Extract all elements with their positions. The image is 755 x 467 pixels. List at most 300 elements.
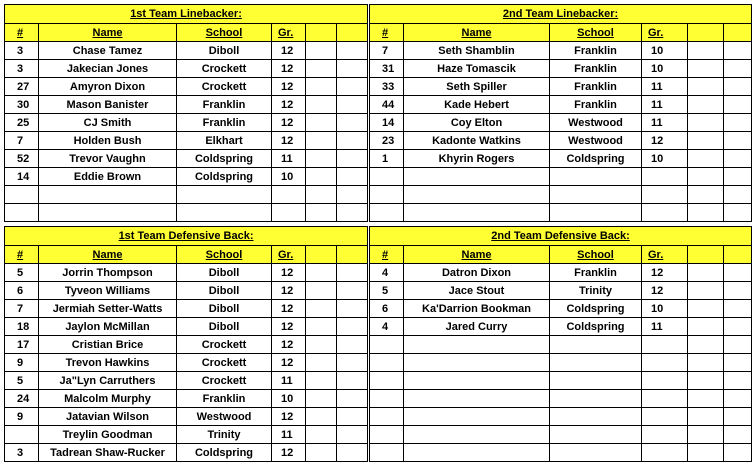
header-blank <box>688 246 724 264</box>
table-row <box>370 78 752 96</box>
header-grade: Gr. <box>642 24 688 42</box>
section-table-2 <box>369 4 751 222</box>
blank-cell <box>724 132 752 150</box>
blank-cell <box>724 60 752 78</box>
player-name <box>404 168 550 186</box>
player-name <box>404 186 550 204</box>
blank-cell <box>306 78 337 96</box>
player-school: Westwood <box>550 114 642 132</box>
table-row <box>5 132 368 150</box>
blank-cell <box>724 354 752 372</box>
player-name: Haze Tomascik <box>404 60 550 78</box>
roster-table <box>4 226 368 462</box>
player-grade: 12 <box>272 336 306 354</box>
player-number: 14 <box>5 168 39 186</box>
player-school: Franklin <box>550 78 642 96</box>
table-row <box>5 114 368 132</box>
table-row <box>5 408 368 426</box>
blank-cell <box>724 318 752 336</box>
table-row <box>5 300 368 318</box>
player-number: 6 <box>370 300 404 318</box>
player-grade: 11 <box>642 78 688 96</box>
player-number: 23 <box>370 132 404 150</box>
table-row <box>370 60 752 78</box>
section-title: 2nd Team Defensive Back: <box>370 227 752 246</box>
blank-cell <box>306 168 337 186</box>
blank-cell <box>724 204 752 222</box>
player-name: Amyron Dixon <box>39 78 177 96</box>
blank-cell <box>724 336 752 354</box>
blank-cell <box>306 336 337 354</box>
player-grade: 11 <box>272 426 306 444</box>
player-name: Kade Hebert <box>404 96 550 114</box>
table-row <box>5 390 368 408</box>
player-number: 31 <box>370 60 404 78</box>
table-row <box>370 150 752 168</box>
player-number: 7 <box>370 42 404 60</box>
player-number: 18 <box>5 318 39 336</box>
player-name <box>404 354 550 372</box>
blank-cell <box>688 168 724 186</box>
player-name <box>404 426 550 444</box>
table-row <box>370 444 752 462</box>
blank-cell <box>688 408 724 426</box>
section-title-row <box>5 5 368 24</box>
blank-cell <box>688 42 724 60</box>
player-school <box>177 186 272 204</box>
player-school: Coldspring <box>177 444 272 462</box>
table-row <box>370 264 752 282</box>
table-row <box>5 150 368 168</box>
player-grade: 12 <box>272 132 306 150</box>
player-number: 3 <box>5 60 39 78</box>
column-header-row <box>5 24 368 42</box>
blank-cell <box>306 114 337 132</box>
player-number: 4 <box>370 318 404 336</box>
header-name: Name <box>39 24 177 42</box>
header-blank <box>337 246 368 264</box>
player-name <box>404 444 550 462</box>
player-number <box>370 336 404 354</box>
player-grade: 11 <box>642 114 688 132</box>
player-school: Franklin <box>550 264 642 282</box>
player-grade: 12 <box>272 114 306 132</box>
player-number <box>370 408 404 426</box>
player-grade: 10 <box>642 60 688 78</box>
section-title: 2nd Team Linebacker: <box>370 5 752 24</box>
player-grade <box>642 336 688 354</box>
player-school <box>550 426 642 444</box>
player-school <box>550 444 642 462</box>
header-blank <box>724 24 752 42</box>
player-school: Westwood <box>550 132 642 150</box>
player-number <box>370 390 404 408</box>
table-row <box>5 60 368 78</box>
blank-cell <box>688 96 724 114</box>
table-row <box>5 96 368 114</box>
player-number: 5 <box>5 372 39 390</box>
player-grade: 12 <box>272 282 306 300</box>
blank-cell <box>337 132 368 150</box>
player-name: Malcolm Murphy <box>39 390 177 408</box>
player-school <box>550 390 642 408</box>
blank-cell <box>337 390 368 408</box>
table-row <box>5 336 368 354</box>
player-grade: 11 <box>272 150 306 168</box>
blank-cell <box>337 42 368 60</box>
player-name: Khyrin Rogers <box>404 150 550 168</box>
player-grade: 12 <box>642 132 688 150</box>
table-row <box>370 114 752 132</box>
player-grade <box>642 186 688 204</box>
blank-cell <box>724 426 752 444</box>
blank-cell <box>688 354 724 372</box>
roster-table <box>369 226 752 462</box>
player-grade: 12 <box>272 42 306 60</box>
header-blank <box>337 24 368 42</box>
player-grade: 12 <box>272 354 306 372</box>
player-name: Jorrin Thompson <box>39 264 177 282</box>
table-row <box>370 426 752 444</box>
player-grade: 10 <box>642 300 688 318</box>
player-name: Holden Bush <box>39 132 177 150</box>
player-grade: 11 <box>272 372 306 390</box>
player-grade: 12 <box>272 300 306 318</box>
player-school: Diboll <box>177 264 272 282</box>
blank-cell <box>688 78 724 96</box>
player-grade <box>642 204 688 222</box>
player-school: Diboll <box>177 282 272 300</box>
player-number: 14 <box>370 114 404 132</box>
blank-cell <box>688 372 724 390</box>
table-row <box>5 426 368 444</box>
player-name <box>39 204 177 222</box>
table-row <box>5 168 368 186</box>
player-number: 24 <box>5 390 39 408</box>
player-school: Diboll <box>177 42 272 60</box>
player-school: Trinity <box>177 426 272 444</box>
blank-cell <box>337 168 368 186</box>
player-grade: 11 <box>642 96 688 114</box>
player-school: Franklin <box>177 114 272 132</box>
table-row <box>5 372 368 390</box>
player-number <box>370 204 404 222</box>
player-number: 7 <box>5 132 39 150</box>
blank-cell <box>337 354 368 372</box>
player-school <box>550 408 642 426</box>
blank-cell <box>724 168 752 186</box>
player-school <box>550 186 642 204</box>
player-grade: 10 <box>642 150 688 168</box>
section-table-1 <box>4 4 367 222</box>
blank-cell <box>306 96 337 114</box>
player-school: Diboll <box>177 300 272 318</box>
player-grade: 12 <box>272 444 306 462</box>
blank-cell <box>306 390 337 408</box>
player-grade <box>642 354 688 372</box>
column-header-row <box>370 246 752 264</box>
player-grade <box>642 444 688 462</box>
player-school: Franklin <box>177 390 272 408</box>
blank-cell <box>688 282 724 300</box>
blank-cell <box>688 390 724 408</box>
blank-cell <box>688 186 724 204</box>
player-number <box>370 372 404 390</box>
blank-cell <box>724 300 752 318</box>
section-title-row <box>5 227 368 246</box>
player-number: 5 <box>370 282 404 300</box>
roster-table <box>369 4 752 222</box>
player-school: Coldspring <box>550 318 642 336</box>
blank-cell <box>337 336 368 354</box>
blank-cell <box>337 96 368 114</box>
player-grade <box>642 408 688 426</box>
header-number: # <box>5 246 39 264</box>
header-number: # <box>5 24 39 42</box>
player-name: Tyveon Williams <box>39 282 177 300</box>
column-header-row <box>370 24 752 42</box>
table-row <box>370 300 752 318</box>
section-title-row <box>370 227 752 246</box>
blank-cell <box>306 186 337 204</box>
player-school: Westwood <box>177 408 272 426</box>
player-name: Jared Curry <box>404 318 550 336</box>
table-row <box>370 336 752 354</box>
player-grade: 12 <box>272 78 306 96</box>
section-title: 1st Team Defensive Back: <box>5 227 368 246</box>
player-name: Trevor Vaughn <box>39 150 177 168</box>
player-name <box>404 204 550 222</box>
player-school <box>550 372 642 390</box>
blank-cell <box>337 372 368 390</box>
player-number <box>370 186 404 204</box>
table-row <box>370 168 752 186</box>
blank-cell <box>688 150 724 168</box>
player-school: Trinity <box>550 282 642 300</box>
player-school: Crockett <box>177 354 272 372</box>
blank-cell <box>337 204 368 222</box>
table-row <box>5 444 368 462</box>
player-name: Chase Tamez <box>39 42 177 60</box>
player-grade <box>642 372 688 390</box>
player-school: Coldspring <box>550 150 642 168</box>
blank-cell <box>724 114 752 132</box>
blank-cell <box>337 78 368 96</box>
table-row <box>5 354 368 372</box>
player-school: Franklin <box>177 96 272 114</box>
player-name: Trevon Hawkins <box>39 354 177 372</box>
player-grade: 12 <box>642 264 688 282</box>
player-school: Franklin <box>550 96 642 114</box>
player-name: Seth Spiller <box>404 78 550 96</box>
player-grade: 12 <box>642 282 688 300</box>
player-number: 5 <box>5 264 39 282</box>
table-row <box>370 390 752 408</box>
player-grade: 12 <box>272 60 306 78</box>
blank-cell <box>306 60 337 78</box>
blank-cell <box>688 426 724 444</box>
player-number: 6 <box>5 282 39 300</box>
player-number: 4 <box>370 264 404 282</box>
blank-cell <box>724 150 752 168</box>
table-row <box>370 408 752 426</box>
player-name <box>404 372 550 390</box>
player-grade <box>272 204 306 222</box>
header-grade: Gr. <box>272 246 306 264</box>
player-grade: 12 <box>272 318 306 336</box>
table-row <box>5 186 368 204</box>
player-name: Cristian Brice <box>39 336 177 354</box>
section-table-4 <box>369 226 751 462</box>
player-name: Kadonte Watkins <box>404 132 550 150</box>
player-name: Tadrean Shaw-Rucker <box>39 444 177 462</box>
header-school: School <box>550 24 642 42</box>
player-school: Crockett <box>177 372 272 390</box>
blank-cell <box>337 282 368 300</box>
blank-cell <box>688 114 724 132</box>
player-grade: 10 <box>642 42 688 60</box>
player-school: Coldspring <box>177 168 272 186</box>
blank-cell <box>306 372 337 390</box>
player-number: 30 <box>5 96 39 114</box>
player-number: 27 <box>5 78 39 96</box>
player-school <box>550 168 642 186</box>
blank-cell <box>337 264 368 282</box>
player-number: 3 <box>5 444 39 462</box>
player-number <box>5 204 39 222</box>
header-number: # <box>370 246 404 264</box>
player-name <box>39 186 177 204</box>
blank-cell <box>337 408 368 426</box>
header-number: # <box>370 24 404 42</box>
player-school: Franklin <box>550 60 642 78</box>
blank-cell <box>337 150 368 168</box>
player-grade <box>642 390 688 408</box>
player-name: Ja"Lyn Carruthers <box>39 372 177 390</box>
player-name: CJ Smith <box>39 114 177 132</box>
player-name: Coy Elton <box>404 114 550 132</box>
blank-cell <box>688 300 724 318</box>
player-grade: 10 <box>272 168 306 186</box>
player-number: 33 <box>370 78 404 96</box>
header-grade: Gr. <box>272 24 306 42</box>
player-school: Franklin <box>550 42 642 60</box>
player-school: Crockett <box>177 60 272 78</box>
table-row <box>370 204 752 222</box>
blank-cell <box>688 204 724 222</box>
player-school <box>550 354 642 372</box>
player-number <box>370 168 404 186</box>
table-row <box>370 42 752 60</box>
header-grade: Gr. <box>642 246 688 264</box>
header-blank <box>306 24 337 42</box>
column-header-row <box>5 246 368 264</box>
blank-cell <box>337 444 368 462</box>
player-name: Jakecian Jones <box>39 60 177 78</box>
player-school: Diboll <box>177 318 272 336</box>
player-school: Coldspring <box>177 150 272 168</box>
header-blank <box>724 246 752 264</box>
player-grade: 11 <box>642 318 688 336</box>
player-name <box>404 408 550 426</box>
player-name: Mason Banister <box>39 96 177 114</box>
player-school <box>177 204 272 222</box>
player-number: 25 <box>5 114 39 132</box>
table-row <box>370 372 752 390</box>
blank-cell <box>688 60 724 78</box>
player-name: Jace Stout <box>404 282 550 300</box>
section-table-3 <box>4 226 367 462</box>
blank-cell <box>724 408 752 426</box>
blank-cell <box>306 282 337 300</box>
blank-cell <box>306 354 337 372</box>
blank-cell <box>724 96 752 114</box>
player-grade: 12 <box>272 96 306 114</box>
blank-cell <box>724 264 752 282</box>
player-number <box>370 426 404 444</box>
player-name: Jaylon McMillan <box>39 318 177 336</box>
table-row <box>5 204 368 222</box>
table-row <box>5 318 368 336</box>
player-number <box>370 444 404 462</box>
header-school: School <box>177 246 272 264</box>
header-name: Name <box>404 246 550 264</box>
player-name: Seth Shamblin <box>404 42 550 60</box>
blank-cell <box>306 300 337 318</box>
blank-cell <box>337 114 368 132</box>
blank-cell <box>306 264 337 282</box>
header-blank <box>306 246 337 264</box>
table-row <box>5 264 368 282</box>
table-row <box>5 42 368 60</box>
player-number <box>370 354 404 372</box>
blank-cell <box>688 264 724 282</box>
header-school: School <box>550 246 642 264</box>
blank-cell <box>306 150 337 168</box>
player-name: Datron Dixon <box>404 264 550 282</box>
player-grade <box>272 186 306 204</box>
blank-cell <box>306 444 337 462</box>
player-school: Elkhart <box>177 132 272 150</box>
blank-cell <box>306 204 337 222</box>
player-name <box>404 336 550 354</box>
player-school: Coldspring <box>550 300 642 318</box>
blank-cell <box>306 426 337 444</box>
blank-cell <box>724 282 752 300</box>
player-grade: 12 <box>272 264 306 282</box>
blank-cell <box>688 132 724 150</box>
player-number: 7 <box>5 300 39 318</box>
player-school <box>550 336 642 354</box>
player-name <box>404 390 550 408</box>
blank-cell <box>306 42 337 60</box>
blank-cell <box>688 336 724 354</box>
table-row <box>370 282 752 300</box>
blank-cell <box>724 42 752 60</box>
blank-cell <box>724 372 752 390</box>
player-grade: 12 <box>272 408 306 426</box>
roster-table <box>4 4 368 222</box>
player-school <box>550 204 642 222</box>
player-number <box>5 186 39 204</box>
player-number: 9 <box>5 354 39 372</box>
player-grade: 10 <box>272 390 306 408</box>
player-number: 1 <box>370 150 404 168</box>
player-number: 3 <box>5 42 39 60</box>
player-number: 17 <box>5 336 39 354</box>
header-name: Name <box>39 246 177 264</box>
blank-cell <box>337 186 368 204</box>
